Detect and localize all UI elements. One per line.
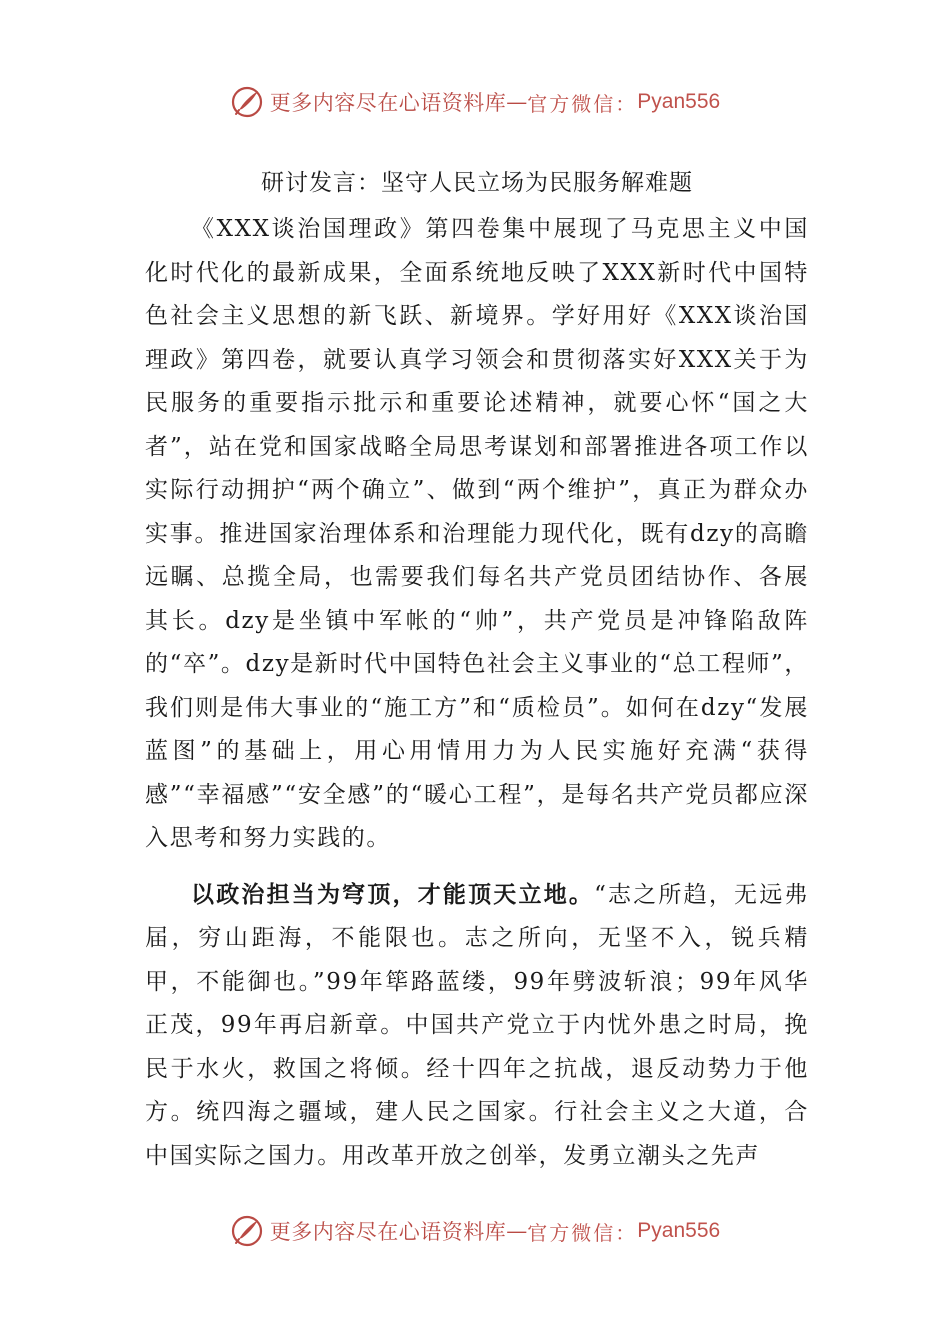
paragraph-1-text: 《XXX谈治国理政》第四卷集中展现了马克思主义中国化时代化的最新成果，全面系统地反映了XXX新时代中国特色社会主义思想的新飞跃、新境界。学好用好《XXX谈治国理政》第四卷，就要认真学习领会和贯彻落实好XXX关于为民服务的重要指示批示和重要论述精神，就要心怀“国之大者”，站在党和国家战略全局思考谋划和部署推进各项工作以实际行动拥护“两个确立”、做到“两个维护”，真正为群众办实事。推进国家治理体系和治理能力现代化，既有dzy的高瞻远瞩、总揽全局，也需要我们每名共产党员团结协作、各展其长。dzy是坐镇中军帐的“帅”，共产党员是冲锋陷敌阵的“卒”。dzy是新时代中国特色社会主义事业的“总工程师”，我们则是伟大事业的“施工方”和“质检员”。如何在dzy“发展蓝图”的基础上，用心用情用力为人民实施好充满“获得感”“幸福感”“安全感”的“暖心工程”，是每名共产党员都应深入思考和努力实践的。 xyxy=(145,216,809,851)
paragraph-2-lead: 以政治担当为穹顶，才能顶天立地。 xyxy=(191,880,595,908)
document-body xyxy=(145,160,809,1178)
banner-brand-text: 更多内容尽在心语资料库 xyxy=(269,1220,507,1244)
banner-wechat-label: 官方微信： xyxy=(527,1220,638,1245)
banner-dash: — xyxy=(506,1219,528,1243)
banner-wechat-id: Pyan556 xyxy=(637,90,721,113)
banner-wechat-label: 官方微信： xyxy=(527,91,638,116)
banner-brand-text: 更多内容尽在心语资料库 xyxy=(269,91,507,115)
banner-dash: — xyxy=(506,90,528,114)
banner-wechat-id: Pyan556 xyxy=(637,1219,721,1242)
paragraph-2 xyxy=(145,873,809,1179)
footer-banner xyxy=(0,1211,950,1251)
paragraph-2-text: “志之所趋，无远弗届，穷山距海，不能限也。志之所向，无坚不入，锐兵精甲，不能御也。”99年筚路蓝缕，99年劈波斩浪；99年风华正茂，99年再启新章。中国共产党立于内忧外患之时局，挽民于水火，救国之将倾。经十四年之抗战，退反动势力于他方。统四海之疆域，建人民之国家。行社会主义之大道，合中国实际之国力。用改革开放之创举，发勇立潮头之先声 xyxy=(145,881,809,1169)
paragraph-1 xyxy=(145,208,809,861)
quill-logo-icon xyxy=(230,85,264,119)
header-banner xyxy=(0,82,950,122)
document-title: 研讨发言：坚守人民立场为民服务解难题 xyxy=(261,170,693,196)
quill-logo-icon xyxy=(230,1214,264,1248)
